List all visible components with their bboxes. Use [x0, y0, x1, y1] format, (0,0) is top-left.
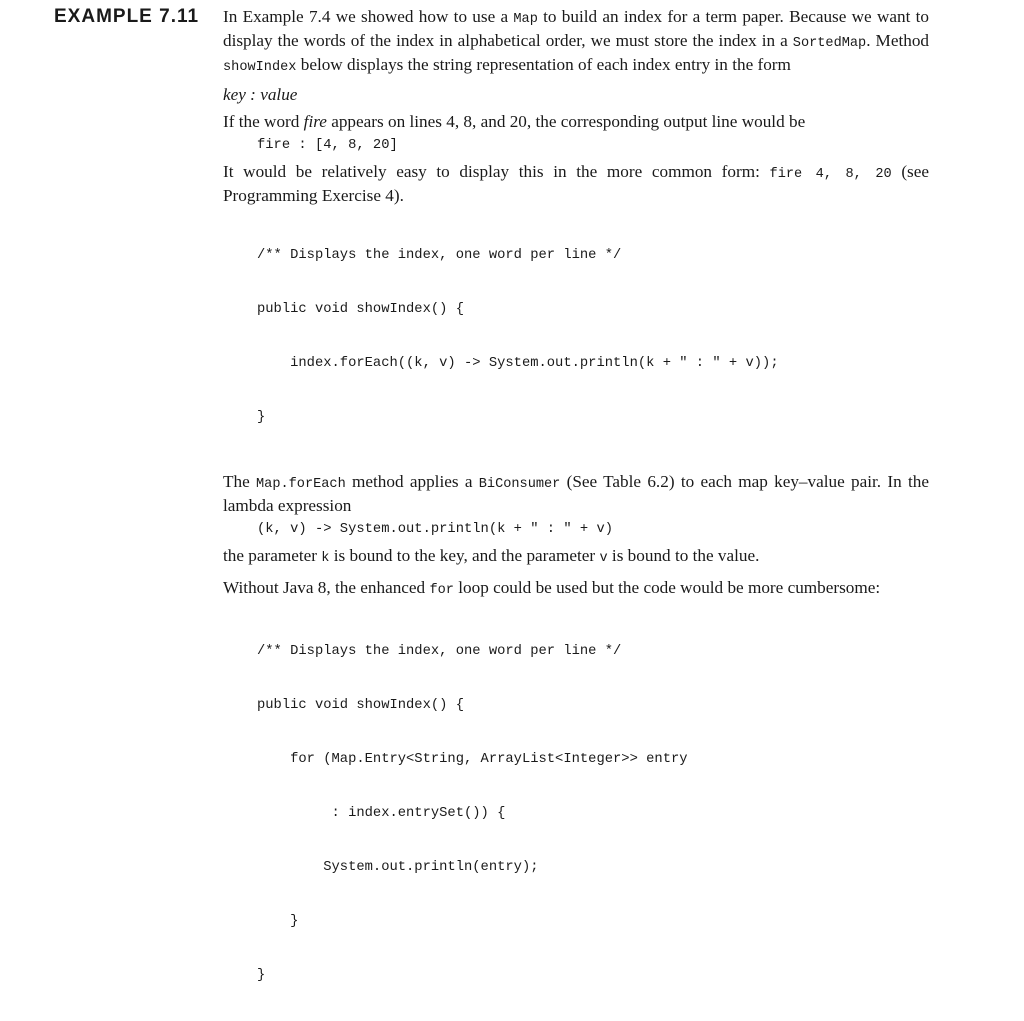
lambda-example [257, 521, 929, 539]
foreach-paragraph [223, 471, 929, 516]
code-term-map: Map [513, 12, 538, 27]
text-run: method applies a [345, 472, 479, 491]
code-line: public void showIndex() { [257, 302, 464, 317]
java8-paragraph [223, 577, 929, 601]
text-run: to build an index for a term paper. Because we want to display the words of the index in alphabetical order, we must store the index in a [223, 7, 929, 50]
code-line: : index.entrySet()) { [257, 806, 506, 821]
fire-paragraph [223, 111, 929, 132]
intro-paragraph [223, 6, 929, 78]
code-line: } [257, 968, 266, 983]
code-line: } [257, 914, 299, 929]
italic-word-fire: fire [303, 112, 327, 131]
text-run: is bound to the value. [607, 546, 760, 565]
code-line: System.out.println(entry); [257, 860, 539, 875]
key-value-form: key : value [223, 85, 298, 104]
code-line: /** Displays the index, one word per line */ [257, 644, 622, 659]
code-term-for: for [429, 583, 454, 598]
example-label: EXAMPLE 7.11 [54, 6, 200, 27]
text-run: It would be relatively easy to display this in the more common form: [223, 162, 770, 181]
code-term-map-foreach: Map.forEach [256, 477, 346, 492]
code-term-sortedmap: SortedMap [792, 36, 867, 51]
text-run: In Example 7.4 we showed how to use a [223, 7, 514, 26]
text-run: (See Table 6.2) to each map key–value pair. In the lambda expression [223, 472, 929, 515]
code-listing-for-loop [257, 607, 929, 1021]
code-line: for (Map.Entry<String, ArrayList<Integer>> entry [257, 752, 688, 767]
code-term-k: k [321, 551, 330, 566]
code-line: index.forEach((k, v) -> System.out.println(k + " : " + v)); [257, 356, 779, 371]
text-run: The [223, 472, 257, 491]
example-body [223, 6, 929, 1021]
text-run: . Method [866, 31, 930, 50]
code-term-biconsumer: BiConsumer [478, 477, 561, 492]
code-line: public void showIndex() { [257, 698, 464, 713]
code-line: (k, v) -> System.out.println(k + " : " + v) [257, 522, 614, 537]
code-term-v: v [599, 551, 608, 566]
code-listing-foreach [257, 211, 929, 463]
code-line: } [257, 410, 266, 425]
code-term-showindex: showIndex [223, 60, 297, 75]
text-run: is bound to the key, and the parameter [329, 546, 600, 565]
text-run: If the word [223, 112, 304, 131]
common-form-paragraph [223, 161, 929, 206]
text-run: (see Programming Exercise 4). [223, 162, 929, 205]
output-example [257, 137, 929, 155]
text-run: Without Java 8, the enhanced [223, 578, 430, 597]
code-line: /** Displays the index, one word per line */ [257, 248, 622, 263]
code-line: fire : [4, 8, 20] [257, 138, 398, 153]
code-term-fire-list: fire 4, 8, 20 [769, 167, 892, 182]
text-run: below displays the string representation of each index entry in the form [296, 55, 791, 74]
text-run: the parameter [223, 546, 322, 565]
parameter-paragraph [223, 545, 929, 569]
text-run: loop could be used but the code would be more cumbersome: [453, 578, 881, 597]
text-run: appears on lines 4, 8, and 20, the corresponding output line would be [326, 112, 806, 131]
